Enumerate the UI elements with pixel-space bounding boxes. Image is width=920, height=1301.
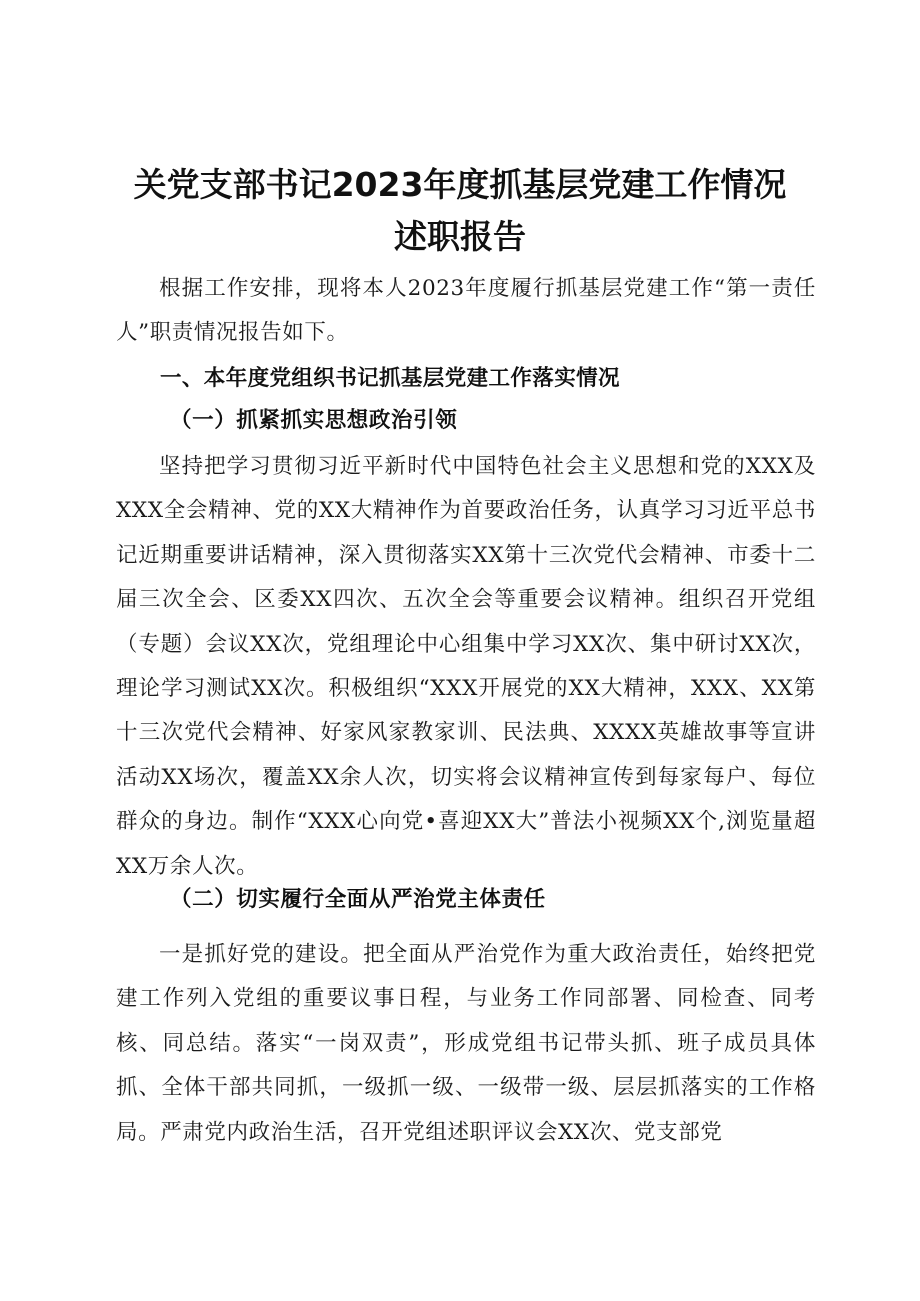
document-title-line-2: 述职报告 bbox=[394, 217, 526, 256]
intro-paragraph: 根据工作安排，现将本人2023年度履行抓基层党建工作“第一责任人”职责情况报告如下。 bbox=[116, 276, 816, 346]
subsection-2-heading: （二）切实履行全面从严治党主体责任 bbox=[170, 887, 546, 912]
section-1-heading: 一、本年度党组织书记抓基层党建工作落实情况 bbox=[160, 366, 620, 391]
subsection-2-body: 一是抓好党的建设。把全面从严治党作为重大政治责任，始终把党建工作列入党组的重要议事日程，与业务工作同部署、同检查、同考核、同总结。落实“一岗双责”，形成党组书记带头抓、班子成员具体抓、全体干部共同抓，一级抓一级、一级带一级、层层抓落实的工作格局。严肃党内政治生活，召开党组述职评议会XX次、党支部党 bbox=[116, 942, 816, 1145]
subsection-1-heading: （一）抓紧抓实思想政治引领 bbox=[170, 408, 458, 433]
document-title-line-1: 关党支部书记2023年度抓基层党建工作情况 bbox=[133, 165, 787, 204]
subsection-1-body: 坚持把学习贯彻习近平新时代中国特色社会主义思想和党的XXX及XXX全会精神、党的XX大精神作为首要政治任务，认真学习习近平总书记近期重要讲话精神，深入贯彻落实XX第十三次党代会精神、市委十二届三次全会、区委XX四次、五次全会等重要会议精神。组织召开党组（专题）会议XX次，党组理论中心组集中学习XX次、集中研讨XX次，理论学习测试XX次。积极组织“XXX开展党的XX大精神，XXX、XX第十三次党代会精神、好家风家教家训、民法典、XXXX英雄故事等宣讲活动XX场次，覆盖XX余人次，切实将会议精神宣传到每家每户、每位群众的身边。制作“XXX心向党•喜迎XX大”普法小视频XX个,浏览量超XX万余人次。 bbox=[116, 454, 816, 879]
